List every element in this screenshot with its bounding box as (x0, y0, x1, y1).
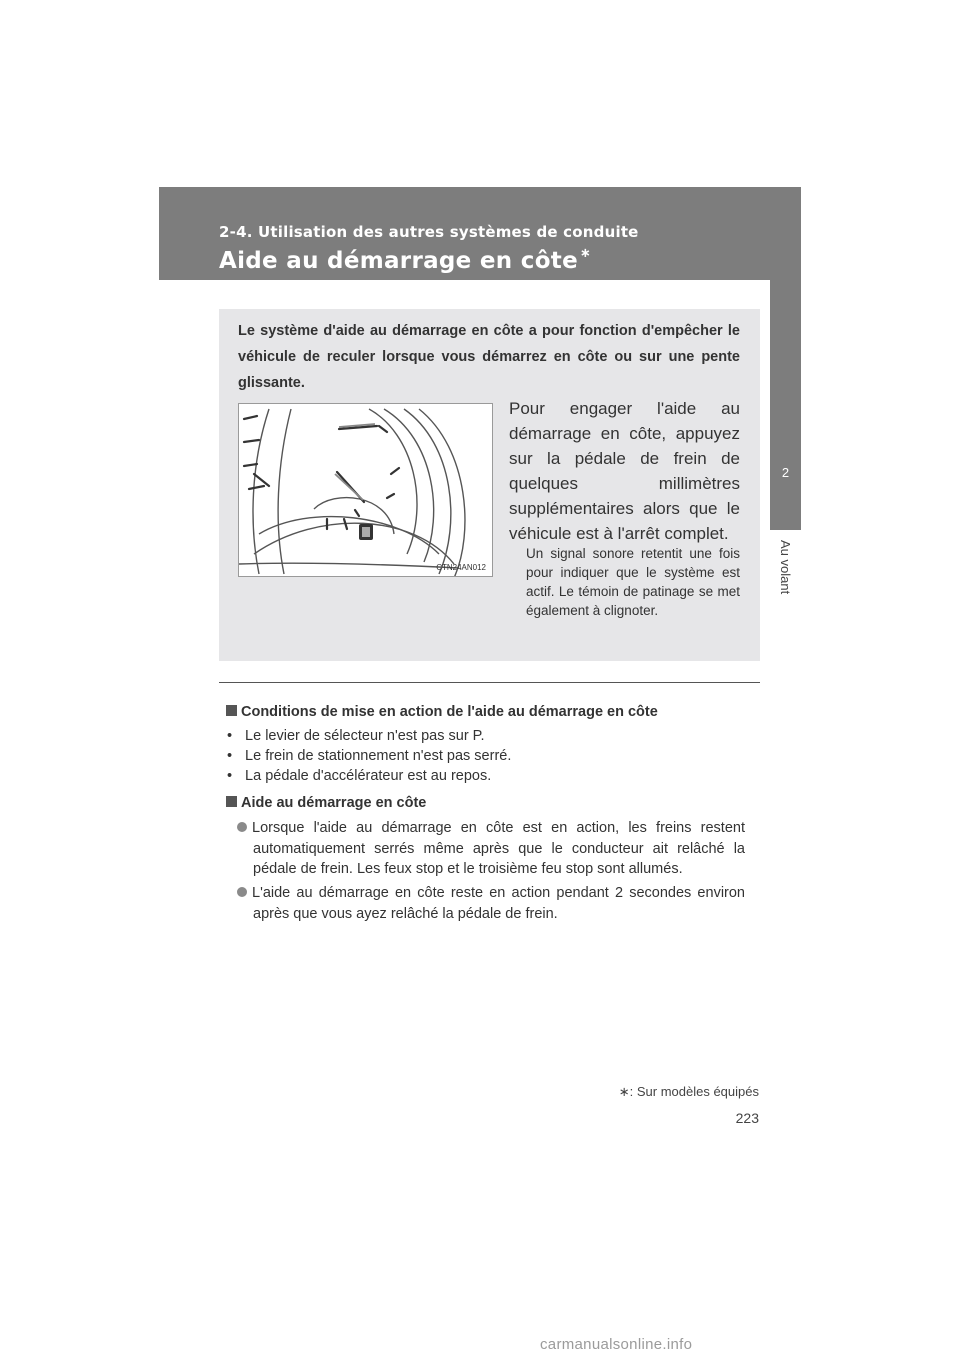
page-number: 223 (735, 1110, 759, 1126)
section-label: 2-4. Utilisation des autres systèmes de conduite (219, 223, 639, 241)
footnote: ∗: Sur modèles équipés (618, 1084, 759, 1099)
square-bullet-icon (226, 705, 237, 716)
gauge-illustration (239, 404, 493, 577)
instruction-text: Pour engager l'aide au démarrage en côte, appuyez sur la pédale de frein de quelques millimètres supplémentaires alors que le véhicule est à l'arrêt complet. (509, 399, 740, 543)
circle-bullet-icon (237, 822, 247, 832)
list-item: Lorsque l'aide au démarrage en côte est en action, les freins restent automatiquement serrés même après que le conducteur ait relâché la pédale de frein. Les feux stop et le troisième feu stop sont allumés. (237, 818, 745, 880)
list-item: L'aide au démarrage en côte reste en action pendant 2 secondes environ après que vous ayez relâché la pédale de frein. (237, 883, 745, 924)
chapter-side-tab[interactable] (770, 268, 801, 530)
watermark[interactable]: carmanualsonline.info (540, 1336, 693, 1353)
note-text: Un signal sonore retentit une fois pour indiquer que le système est actif. Le témoin de patinage se met également à clignoter. (526, 546, 740, 618)
list-item: • Le frein de stationnement n'est pas serré. (227, 748, 512, 764)
section-divider (219, 682, 760, 683)
circle-bullet-icon (237, 887, 247, 897)
list-item: • La pédale d'accélérateur est au repos. (227, 768, 492, 784)
title-footnote-marker: ∗ (580, 246, 592, 261)
square-bullet-icon (226, 796, 237, 807)
list-item: • Le levier de sélecteur n'est pas sur P. (227, 728, 485, 744)
chapter-number: 2 (781, 465, 790, 480)
chapter-label: Au volant (778, 540, 793, 595)
footnote-marker: ∗ (618, 1084, 630, 1099)
conditions-heading: Conditions de mise en action de l'aide au démarrage en côte (226, 702, 658, 722)
instrument-cluster-figure (238, 403, 493, 577)
assist-heading: Aide au démarrage en côte (226, 793, 426, 813)
intro-text: Le système d'aide au démarrage en côte a pour fonction d'empêcher le véhicule de reculer lorsque vous démarrez en côte ou sur une pente glissante. (238, 323, 740, 391)
page-title (219, 248, 591, 274)
figure-code: CTN24AN012 (436, 563, 486, 572)
page-title-text: Aide au démarrage en côte (219, 248, 578, 274)
